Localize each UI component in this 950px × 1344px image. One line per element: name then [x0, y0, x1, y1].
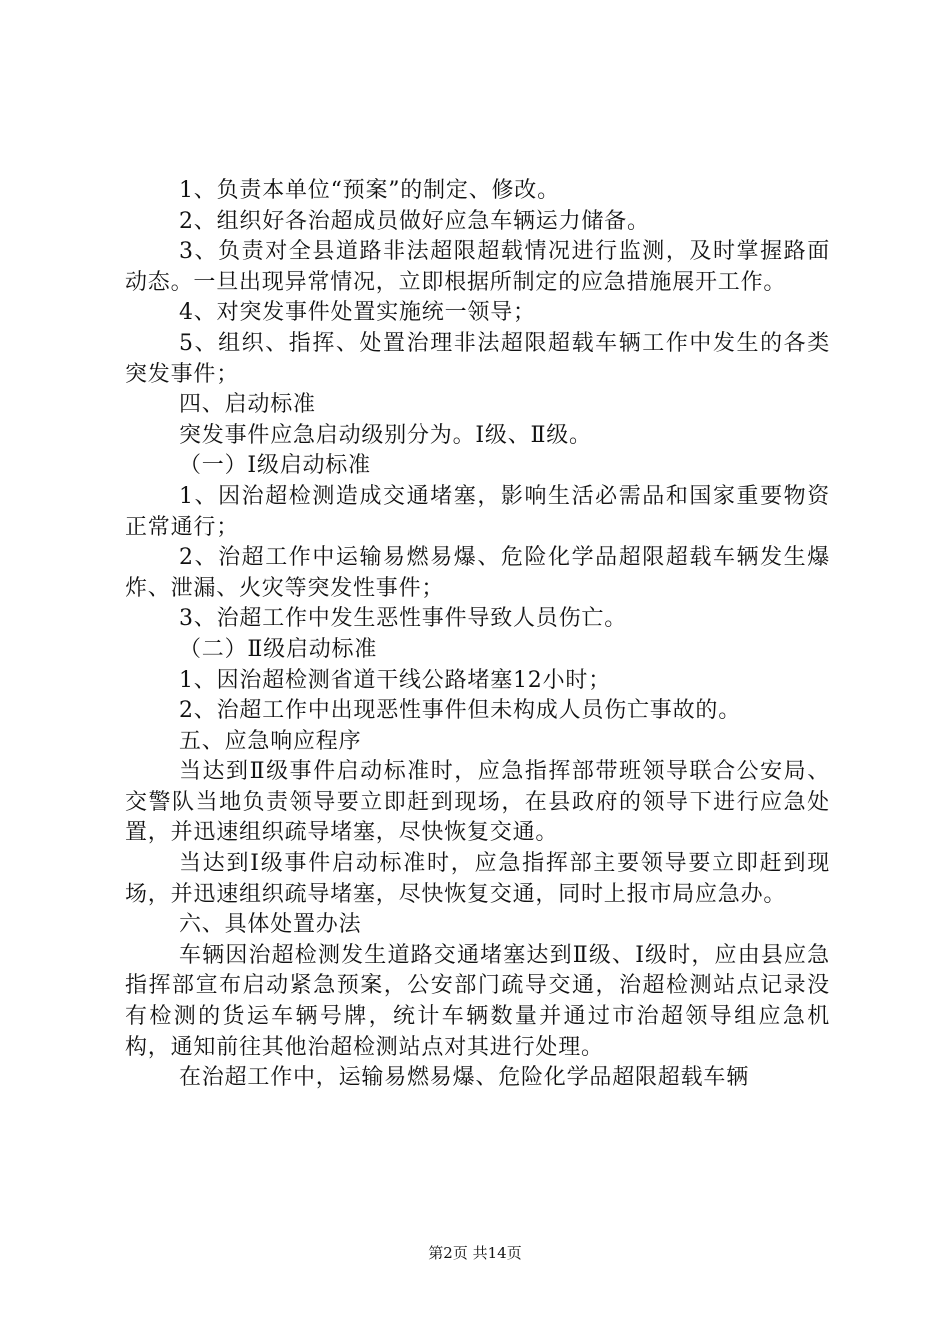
- paragraph-duty-2: 2、组织好各治超成员做好应急车辆运力储备。: [179, 208, 650, 234]
- paragraph-handling-1: 车辆因治超检测发生道路交通堵塞达到Ⅱ级、Ⅰ级时，应由县应急指挥部宣布启动紧急预案，公安部门疏导交通，治超检测站点记录没有检测的货运车辆号牌，统计车辆数量并通过市治超领导组应急机构，通知前往其他治超检测站点对其进行处理。: [125, 942, 830, 1060]
- subheading-level-2: （二）Ⅱ级启动标准: [179, 636, 378, 662]
- page-footer: 第2页 共14页: [428, 1244, 522, 1262]
- paragraph-duty-3: 3、负责对全县道路非法超限超载情况进行监测，及时掌握路面动态。一旦出现异常情况，立即根据所制定的应急措施展开工作。: [125, 239, 830, 295]
- paragraph-level2-item-2: 2、治超工作中出现恶性事件但未构成人员伤亡事故的。: [179, 698, 741, 724]
- subheading-level-1: （一）Ⅰ级启动标准: [179, 453, 371, 479]
- paragraph-response-level1: 当达到Ⅰ级事件启动标准时，应急指挥部主要领导要立即赶到现场，并迅速组织疏导堵塞，尽快恢复交通，同时上报市局应急办。: [125, 851, 830, 907]
- section-heading-4: 四、启动标准: [179, 392, 316, 418]
- paragraph-level2-item-1: 1、因治超检测省道干线公路堵塞12小时；: [179, 667, 611, 693]
- paragraph-duty-1: 1、负责本单位“预案”的制定、修改。: [179, 178, 560, 203]
- section-heading-6: 六、具体处置办法: [179, 912, 362, 938]
- paragraph-duty-5: 5、组织、指挥、处置治理非法超限超载车辆工作中发生的各类突发事件；: [125, 330, 830, 387]
- paragraph-response-level2: 当达到Ⅱ级事件启动标准时，应急指挥部带班领导联合公安局、交警队当地负责领导要立即赶到现场，在县政府的领导下进行应急处置，并迅速组织疏导堵塞，尽快恢复交通。: [125, 759, 830, 846]
- paragraph-handling-2: 在治超工作中，运输易燃易爆、危险化学品超限超载车辆: [179, 1065, 750, 1091]
- paragraph-level1-item-3: 3、治超工作中发生恶性事件导致人员伤亡。: [179, 606, 627, 632]
- paragraph-level1-item-2: 2、治超工作中运输易燃易爆、危险化学品超限超载车辆发生爆炸、泄漏、火灾等突发性事件；: [125, 545, 830, 601]
- section-heading-5: 五、应急响应程序: [179, 728, 362, 754]
- document-body: [125, 176, 830, 1094]
- paragraph-levels: 突发事件应急启动级别分为。Ⅰ级、Ⅱ级。: [179, 422, 592, 448]
- paragraph-duty-4: 4、对突发事件处置实施统一领导；: [179, 300, 536, 326]
- paragraph-level1-item-1: 1、因治超检测造成交通堵塞，影响生活必需品和国家重要物资正常通行；: [125, 483, 830, 540]
